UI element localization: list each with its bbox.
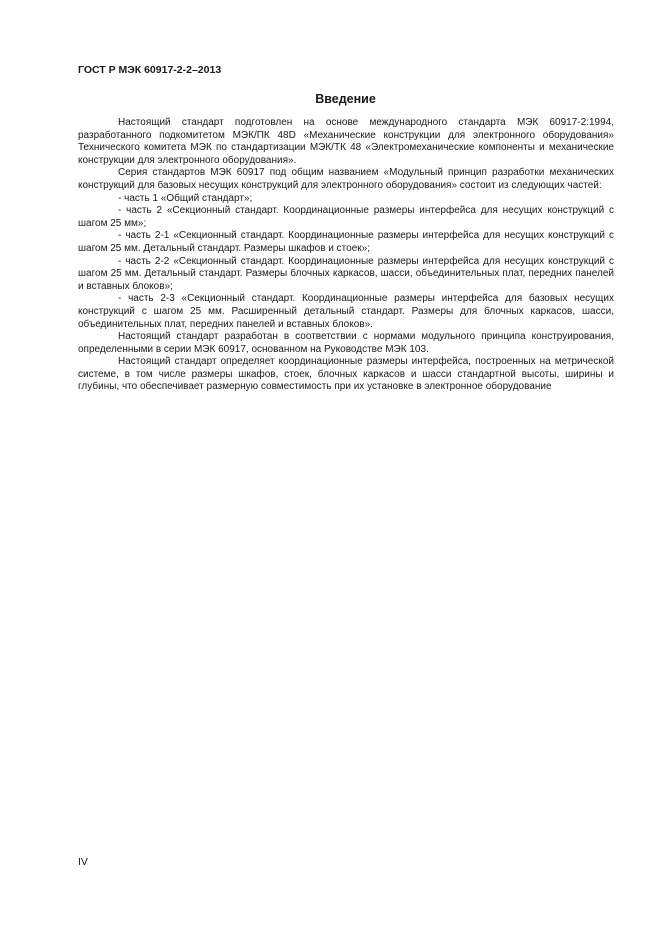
list-item-part-2-3: - часть 2-3 «Секционный стандарт. Координационные размеры интерфейса для базовых несущих конструкций с шагом 25 мм. Расширенный детальный стандарт. Размеры для блочных каркасов, шасси, объединительных плат, передних панелей и вставных блоков». (78, 293, 614, 330)
document-body (78, 117, 614, 394)
page-number: IV (78, 856, 88, 868)
list-item-part-1: - часть 1 «Общий стандарт»; (118, 192, 253, 204)
paragraph-intro: Настоящий стандарт подготовлен на основе международного стандарта МЭК 60917-2:1994, разработанного подкомитетом МЭК/ПК 48D «Механические конструкции для электронного оборудования» Технического комитета МЭК по стандартизации МЭК/ТК 48 «Электромеханические компоненты и механические конструкции для электронного оборудования». (78, 117, 614, 166)
list-item-part-2: - часть 2 «Секционный стандарт. Координационные размеры интерфейса для несущих конструкций с шагом 25 мм»; (78, 205, 614, 229)
list-item-part-2-1: - часть 2-1 «Секционный стандарт. Координационные размеры интерфейса для несущих конструкций с шагом 25 мм. Детальный стандарт. Размеры шкафов и стоек»; (78, 230, 614, 254)
list-item-part-2-2: - часть 2-2 «Секционный стандарт. Координационные размеры интерфейса для несущих конструкций с шагом 25 мм. Детальный стандарт. Размеры блочных каркасов, шасси, объединительных плат, передних панелей и вставных блоков»; (78, 255, 614, 292)
paragraph-series: Серия стандартов МЭК 60917 под общим названием «Модульный принцип разработки механических конструкций для базовых несущих конструкций для электронного оборудования» состоит из следующих частей: (78, 167, 614, 191)
paragraph-scope: Настоящий стандарт определяет координационные размеры интерфейса, построенных на метрической системе, в том числе размеры шкафов, стоек, блочных каркасов и шасси стандартной высоты, ширины и глубины, что обеспечивает размерную совместимость при их установке в электронное оборудование (78, 356, 614, 393)
section-title: Введение (315, 92, 376, 106)
paragraph-modular-principle: Настоящий стандарт разработан в соответствии с нормами модульного принципа конструирования, определенными в серии МЭК 60917, основанном на Руководстве МЭК 103. (78, 331, 614, 355)
document-header-standard-code: ГОСТ Р МЭК 60917-2-2–2013 (78, 64, 222, 76)
